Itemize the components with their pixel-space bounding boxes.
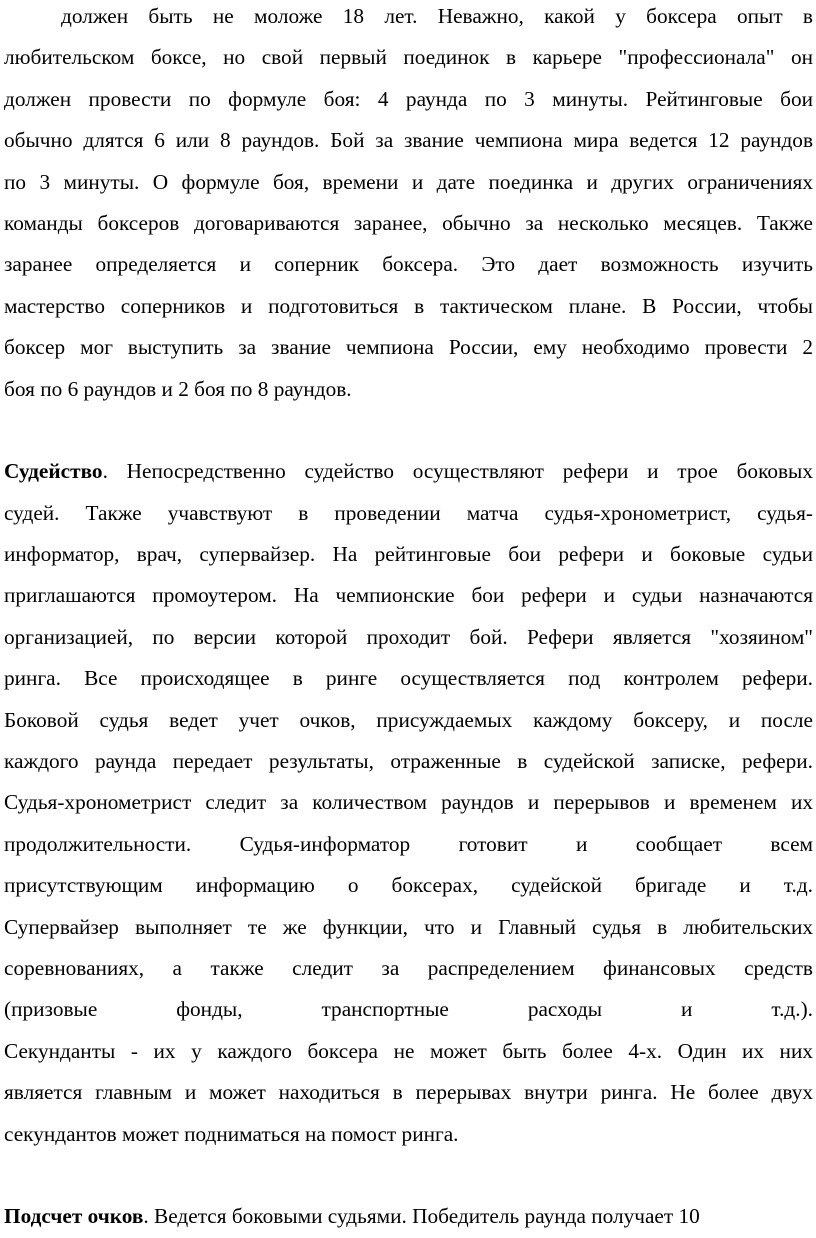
text-line: обычно длятся 6 или 8 раундов. Бой за звание чемпиона мира ведется 12 раундов — [4, 128, 813, 153]
text-line: Судья-хронометрист следит за количеством раундов и перерывов и временем их — [4, 790, 813, 815]
text-line: продолжительности. Судья-информатор готовит и сообщает всем — [4, 831, 813, 856]
text-line: секундантов может подниматься на помост ринга. — [4, 1121, 459, 1146]
document-page — [4, 0, 813, 1238]
text-line: организацией, по версии которой проходит бой. Рефери является "хозяином" — [4, 624, 813, 649]
text-line: Боковой судья ведет учет очков, присуждаемых каждому боксеру, и после — [4, 707, 813, 732]
paragraph-scoring — [4, 1196, 813, 1237]
paragraph-gap — [4, 1155, 813, 1196]
text-line: присутствующим информацию о боксерах, судейской бригаде и т.д. — [4, 873, 813, 898]
text-line: по 3 минуты. О формуле боя, времени и дате поединка и других ограничениях — [4, 169, 813, 194]
text-line: приглашаются промоутером. На чемпионские бои рефери и судьи назначаются — [4, 583, 813, 608]
section-heading-scoring: Подсчет очков — [4, 1204, 144, 1229]
text-line: (призовые фонды, транспортные расходы и т.д.). — [4, 997, 813, 1022]
text-line: мастерство соперников и подготовиться в тактическом плане. В России, чтобы — [4, 293, 813, 318]
text-run: . Ведется боковыми судьями. Победитель раунда получает 10 — [143, 1204, 700, 1229]
text-line: соревнованиях, а также следит за распределением финансовых средств — [4, 955, 813, 980]
text-line — [4, 451, 813, 492]
section-heading-judging: Судейство — [4, 459, 103, 484]
text-run: . Непосредственно судейство осуществляют рефери и трое боковых — [102, 459, 813, 484]
text-line: информатор, врач, супервайзер. На рейтинговые бои рефери и боковые судьи — [4, 542, 813, 567]
text-line: является главным и может находиться в перерывах внутри ринга. Не более двух — [4, 1080, 813, 1105]
text-line: должен быть не моложе 18 лет. Неважно, какой у боксера опыт в — [61, 4, 813, 28]
paragraph-judging — [4, 451, 813, 1155]
text-line: заранее определяется и соперник боксера. Это дает возможность изучить — [4, 252, 813, 277]
paragraph-gap — [4, 410, 813, 451]
text-line: команды боксеров договариваются заранее, обычно за несколько месяцев. Также — [4, 210, 813, 235]
text-line: боя по 6 раундов и 2 боя по 8 раундов. — [4, 376, 352, 401]
text-line: судей. Также учавствуют в проведении матча судья-хронометрист, судья- — [4, 500, 813, 525]
text-line: любительском боксе, но свой первый поединок в карьере "профессионала" он — [4, 45, 813, 70]
text-line: Секунданты - их у каждого боксера не может быть более 4-х. Один их них — [4, 1038, 813, 1063]
text-line: Супервайзер выполняет те же функции, что и Главный судья в любительских — [4, 914, 813, 939]
text-line: должен провести по формуле боя: 4 раунда по 3 минуты. Рейтинговые бои — [4, 86, 813, 111]
text-line — [4, 1196, 813, 1237]
text-line: каждого раунда передает результаты, отраженные в судейской записке, рефери. — [4, 749, 813, 774]
text-line: ринга. Все происходящее в ринге осуществляется под контролем рефери. — [4, 666, 813, 691]
text-line: боксер мог выступить за звание чемпиона России, ему необходимо провести 2 — [4, 335, 813, 360]
paragraph-intro — [4, 0, 813, 410]
